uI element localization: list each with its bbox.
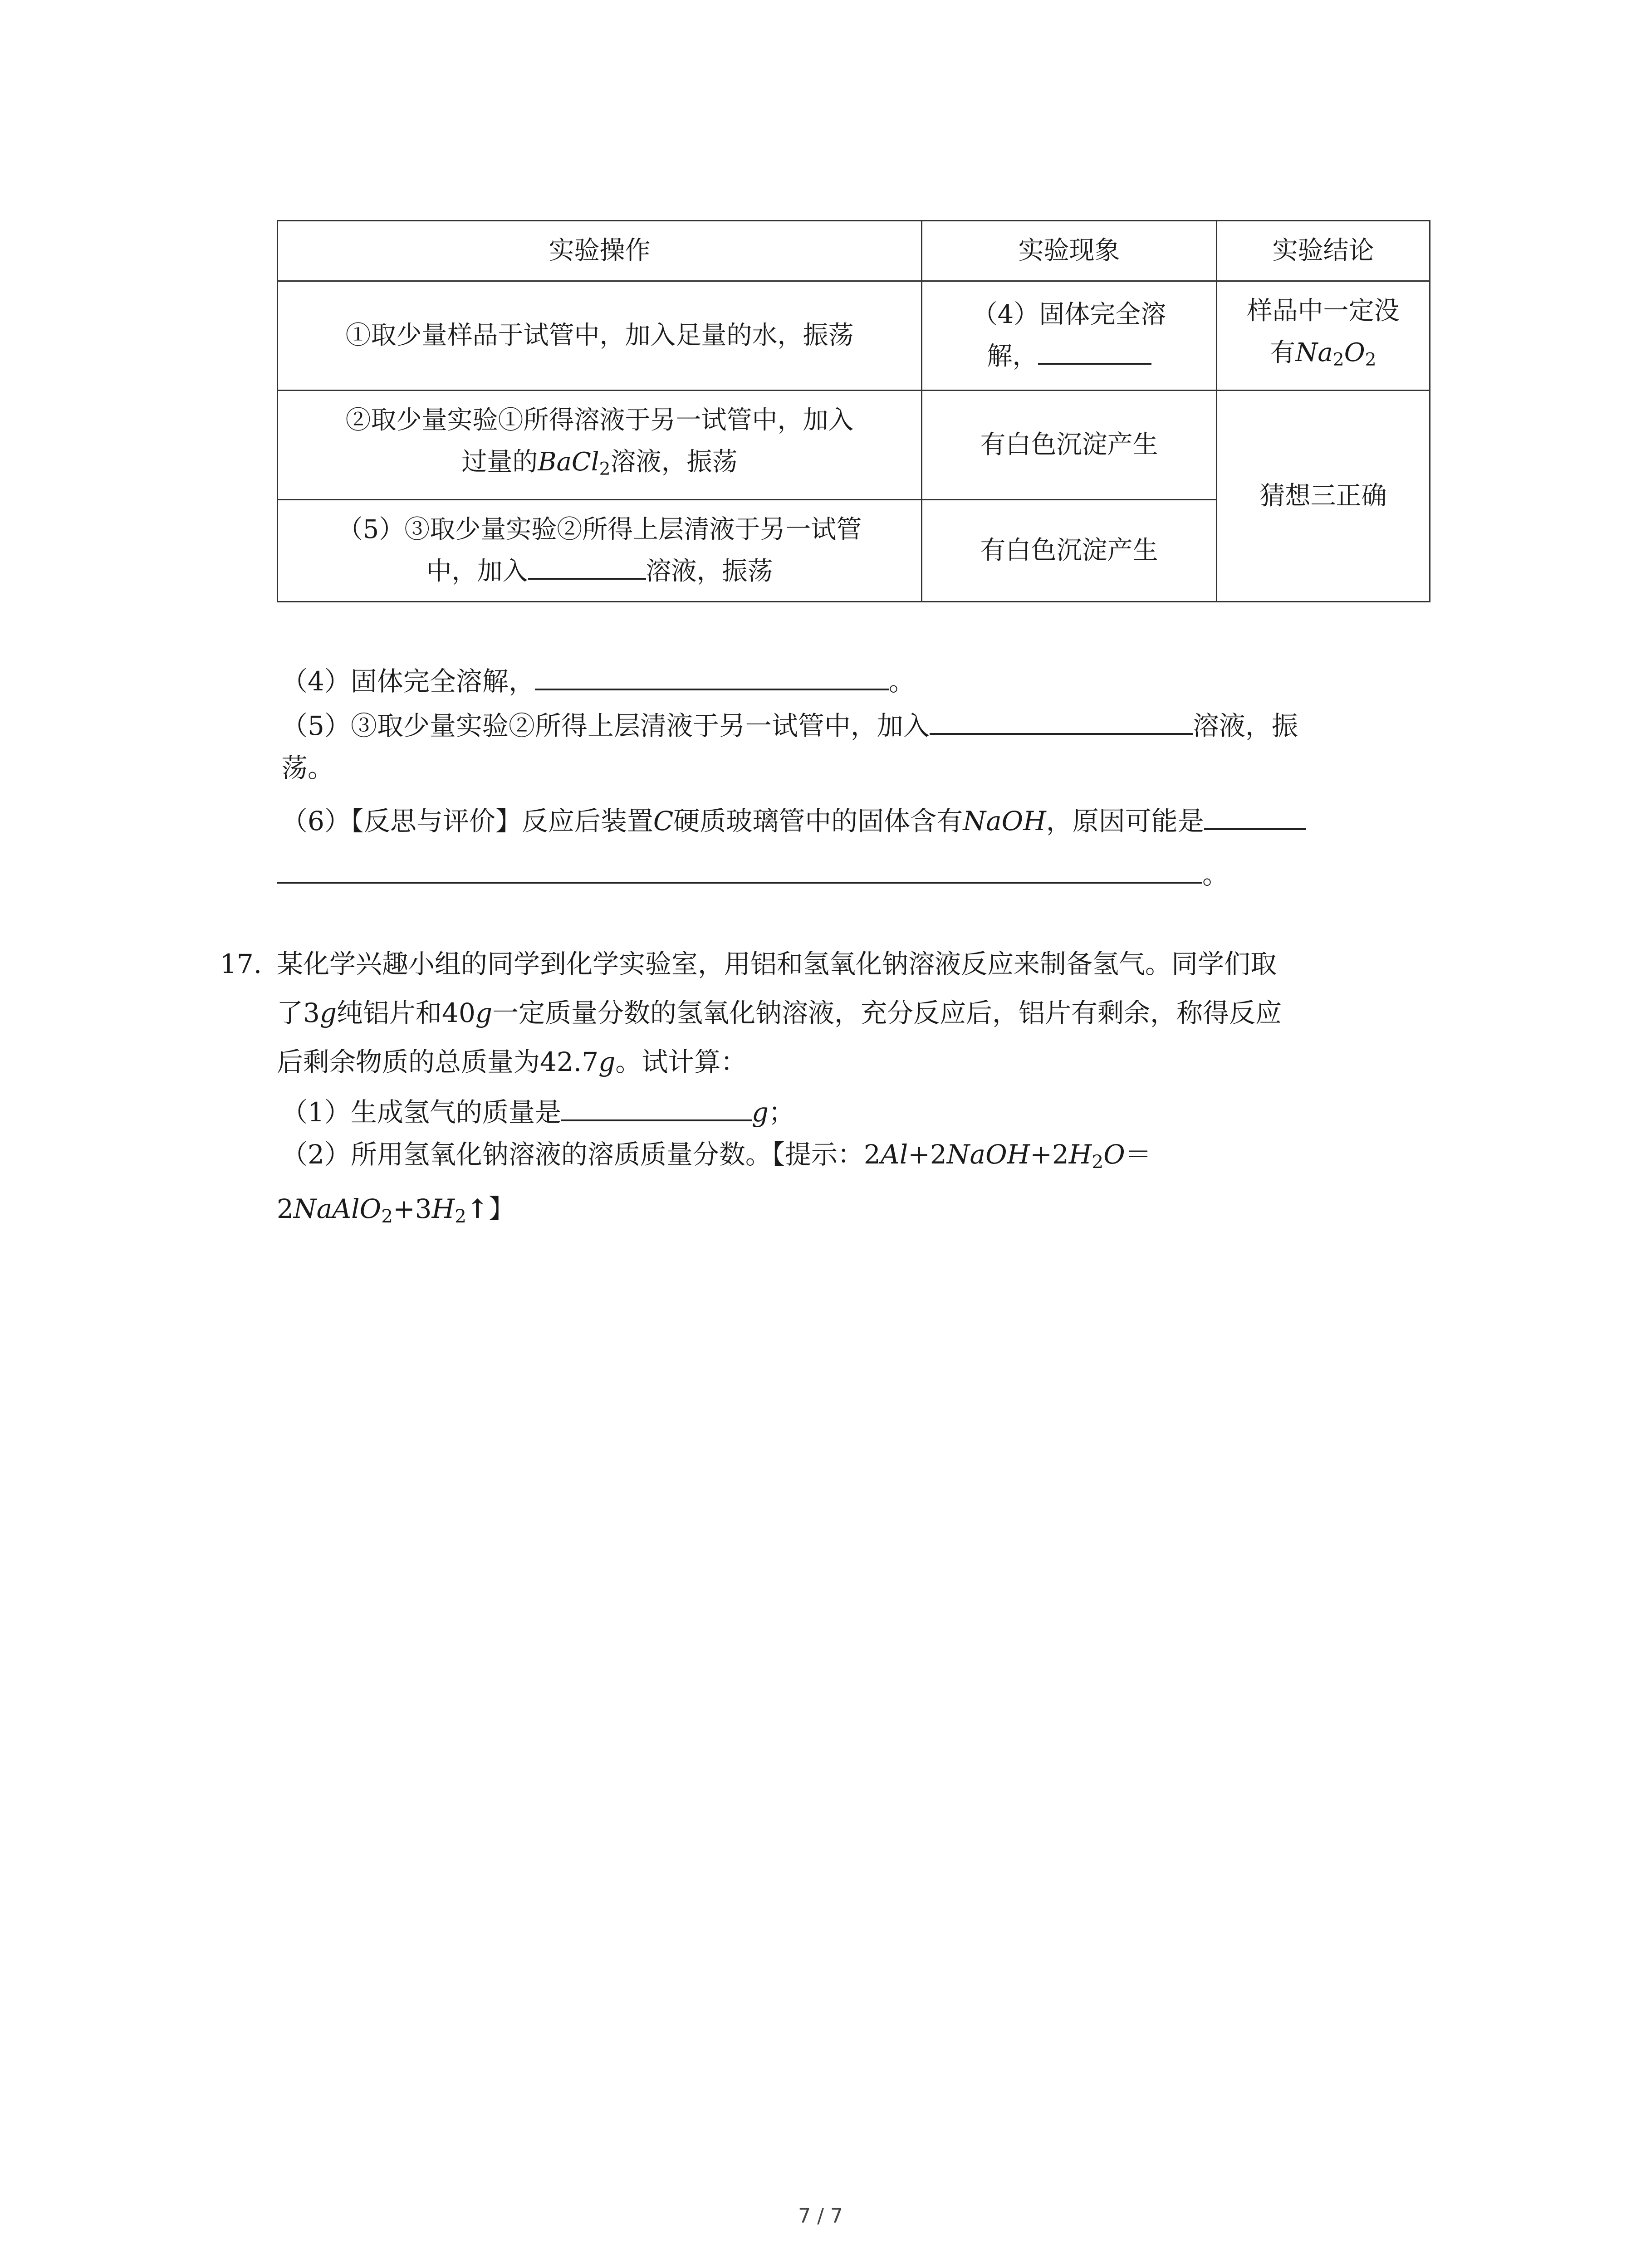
- answer-blank[interactable]: [535, 662, 889, 690]
- answer-blank[interactable]: [1038, 337, 1151, 365]
- row1-operation: ①取少量样品于试管中，加入足量的水，振荡: [278, 281, 922, 391]
- question-17-sub1: （1）生成氢气的质量是 g；: [281, 1093, 795, 1128]
- page-number: 7 / 7: [798, 2204, 843, 2228]
- question-17-equation: $2NaAlO_2+3H_2↑$】: [277, 1193, 515, 1227]
- row3-operation: （5）③取少量实验②所得上层清液于另一试管 中，加入 溶液，振荡: [278, 500, 922, 602]
- table-row: [278, 391, 1430, 500]
- row2-phenomenon: 有白色沉淀产生: [922, 391, 1217, 500]
- row1-conclusion: 样品中一定没 有$Na_2O_2$: [1217, 281, 1430, 391]
- question-5: （5）③取少量实验②所得上层清液于另一试管中，加入 溶液，振: [281, 707, 1298, 742]
- row3-phenomenon: 有白色沉淀产生: [922, 500, 1217, 602]
- header-phenomenon: 实验现象: [922, 221, 1217, 281]
- question-4: （4）固体完全溶解， 。: [281, 662, 915, 697]
- answer-blank[interactable]: [930, 707, 1193, 735]
- question-17-line1: 某化学兴趣小组的同学到化学实验室，用铝和氢氧化钠溶液反应来制备氢气。同学们取: [277, 948, 1277, 979]
- answer-blank[interactable]: [528, 552, 646, 580]
- question-5-line2: 荡。: [281, 753, 334, 783]
- question-17-line3: 后剩余物质的总质量为42.7g。试计算：: [277, 1046, 747, 1077]
- table-row: [278, 281, 1430, 391]
- answer-blank[interactable]: [277, 855, 1202, 884]
- question-6-line2: 。: [277, 855, 1229, 890]
- header-operation: 实验操作: [278, 221, 922, 281]
- question-17-line2: 了3g纯铝片和40g一定质量分数的氢氧化钠溶液，充分反应后，铝片有剩余，称得反应: [277, 997, 1282, 1028]
- question-17-sub2: （2）所用氢氧化钠溶液的溶质质量分数。【提示：$2Al+2NaOH+2H_2O=$: [281, 1139, 1151, 1173]
- question-17-number: 17.: [220, 948, 262, 979]
- question-6: （6）【反思与评价】反应后装置C硬质玻璃管中的固体含有NaOH，原因可能是: [281, 802, 1306, 837]
- header-conclusion: 实验结论: [1217, 221, 1430, 281]
- experiment-table: [277, 220, 1430, 602]
- answer-blank[interactable]: [561, 1093, 752, 1121]
- row2-conclusion: 猜想三正确: [1217, 391, 1430, 602]
- row1-phenomenon: （4）固体完全溶 解，: [922, 281, 1217, 391]
- row2-operation: ②取少量实验①所得溶液于另一试管中，加入 过量的BaCl$_2$溶液，振荡: [278, 391, 922, 500]
- table-header-row: [278, 221, 1430, 281]
- answer-blank[interactable]: [1204, 802, 1306, 830]
